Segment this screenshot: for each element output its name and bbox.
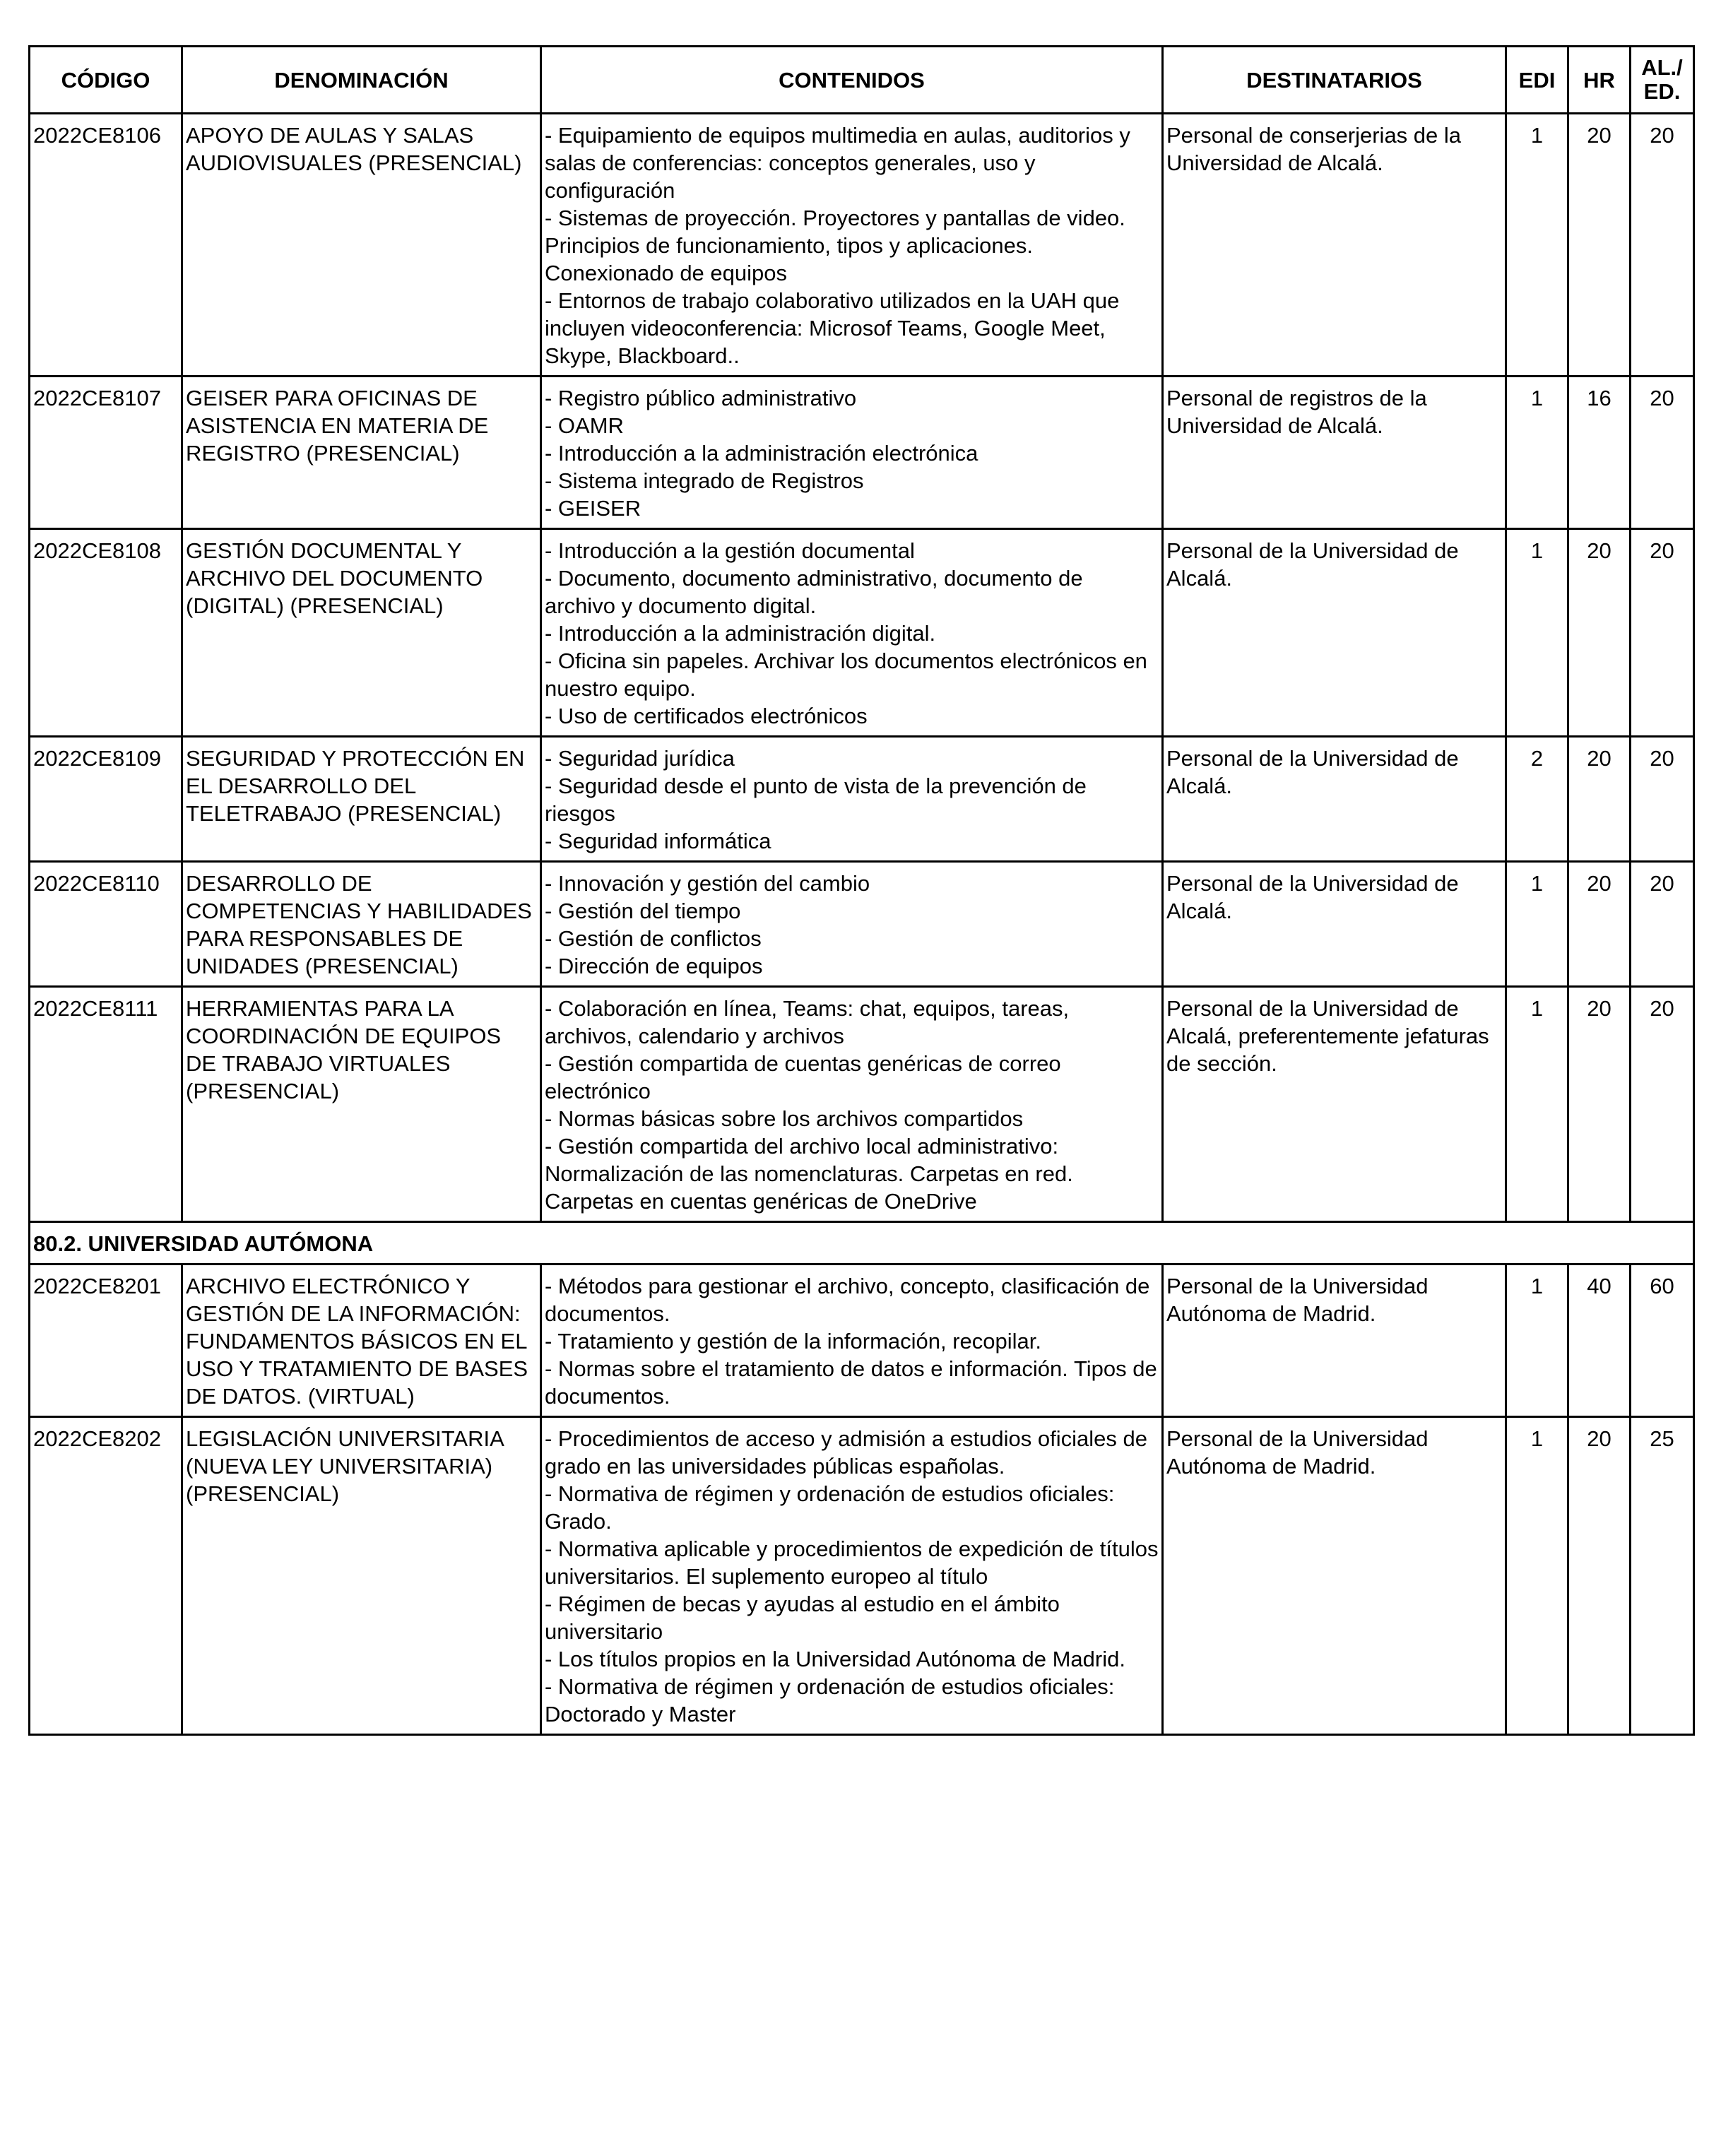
al-ed-cell: 60 [1631, 1264, 1694, 1417]
codigo-cell: 2022CE8111 [30, 987, 182, 1222]
table-body-autonoma [30, 1264, 1694, 1735]
destinatarios-cell: Personal de la Universidad Autónoma de Madrid. [1163, 1417, 1506, 1735]
destinatarios-cell: Personal de la Universidad de Alcalá. [1163, 529, 1506, 737]
denominacion-cell: GESTIÓN DOCUMENTAL Y ARCHIVO DEL DOCUMENTO (DIGITAL) (PRESENCIAL) [182, 529, 541, 737]
al-ed-cell: 20 [1631, 529, 1694, 737]
codigo-cell: 2022CE8202 [30, 1417, 182, 1735]
contenido-item: - Normativa aplicable y procedimientos de expedición de títulos universitarios. El suplemento europeo al título [545, 1536, 1159, 1589]
contenido-item: - Seguridad jurídica [545, 746, 735, 771]
contenido-item: - Seguridad informática [545, 829, 771, 853]
table-row [30, 862, 1694, 987]
codigo-cell: 2022CE8107 [30, 377, 182, 529]
edi-cell: 1 [1506, 987, 1568, 1222]
contenido-item: - Gestión de conflictos [545, 926, 762, 951]
contenidos-cell [541, 987, 1163, 1222]
destinatarios-cell: Personal de la Universidad de Alcalá, preferentemente jefaturas de sección. [1163, 987, 1506, 1222]
contenido-item: - Registro público administrativo [545, 386, 857, 410]
edi-cell: 1 [1506, 529, 1568, 737]
table-row [30, 987, 1694, 1222]
contenido-item: - Documento, documento administrativo, documento de archivo y documento digital. [545, 566, 1083, 618]
section-row [30, 1222, 1694, 1264]
contenidos-cell [541, 377, 1163, 529]
hr-cell: 20 [1568, 987, 1631, 1222]
contenido-item: - Los títulos propios en la Universidad Autónoma de Madrid. [545, 1647, 1125, 1671]
table-row [30, 377, 1694, 529]
codigo-cell: 2022CE8106 [30, 114, 182, 377]
hr-cell: 20 [1568, 529, 1631, 737]
codigo-cell: 2022CE8201 [30, 1264, 182, 1417]
contenido-item: - Tratamiento y gestión de la información, recopilar. [545, 1329, 1042, 1354]
destinatarios-cell: Personal de la Universidad de Alcalá. [1163, 862, 1506, 987]
destinatarios-cell: Personal de la Universidad Autónoma de Madrid. [1163, 1264, 1506, 1417]
header-denominacion: DENOMINACIÓN [182, 47, 541, 114]
al-ed-cell: 20 [1631, 737, 1694, 862]
contenido-item: - Introducción a la administración digital. [545, 621, 936, 646]
al-ed-cell: 20 [1631, 862, 1694, 987]
contenido-item: - Gestión compartida del archivo local administrativo: Normalización de las nomenclaturas. Carpetas en red. Carpetas en cuentas genéricas de OneDrive [545, 1134, 1073, 1214]
destinatarios-cell: Personal de conserjerias de la Universidad de Alcalá. [1163, 114, 1506, 377]
al-ed-cell: 25 [1631, 1417, 1694, 1735]
table-row [30, 529, 1694, 737]
contenido-item: - Seguridad desde el punto de vista de la prevención de riesgos [545, 774, 1087, 826]
header-codigo: CÓDIGO [30, 47, 182, 114]
edi-cell: 1 [1506, 377, 1568, 529]
contenido-item: - Gestión del tiempo [545, 899, 741, 923]
contenidos-cell [541, 529, 1163, 737]
header-edi: EDI [1506, 47, 1568, 114]
contenido-item: - Introducción a la gestión documental [545, 538, 915, 563]
table-row [30, 1264, 1694, 1417]
denominacion-cell: SEGURIDAD Y PROTECCIÓN EN EL DESARROLLO DEL TELETRABAJO (PRESENCIAL) [182, 737, 541, 862]
contenido-item: - Entornos de trabajo colaborativo utilizados en la UAH que incluyen videoconferencia: Microsof Teams, Google Meet, Skype, Blackboard.. [545, 288, 1120, 368]
hr-cell: 20 [1568, 862, 1631, 987]
hr-cell: 20 [1568, 737, 1631, 862]
table-row [30, 1417, 1694, 1735]
contenido-item: - Régimen de becas y ayudas al estudio en el ámbito universitario [545, 1592, 1060, 1644]
edi-cell: 1 [1506, 114, 1568, 377]
header-contenidos: CONTENIDOS [541, 47, 1163, 114]
contenido-item: - Innovación y gestión del cambio [545, 871, 870, 896]
table-body-alcala [30, 114, 1694, 1222]
denominacion-cell: DESARROLLO DE COMPETENCIAS Y HABILIDADES PARA RESPONSABLES DE UNIDADES (PRESENCIAL) [182, 862, 541, 987]
contenido-item: - Gestión compartida de cuentas genéricas de correo electrónico [545, 1051, 1061, 1103]
contenido-item: - Oficina sin papeles. Archivar los documentos electrónicos en nuestro equipo. [545, 648, 1147, 701]
contenido-item: - Normas básicas sobre los archivos compartidos [545, 1106, 1024, 1131]
denominacion-cell: APOYO DE AULAS Y SALAS AUDIOVISUALES (PRESENCIAL) [182, 114, 541, 377]
contenido-item: - Sistema integrado de Registros [545, 468, 864, 493]
hr-cell: 20 [1568, 114, 1631, 377]
contenido-item: - Normas sobre el tratamiento de datos e información. Tipos de documentos. [545, 1356, 1157, 1409]
courses-table [28, 45, 1695, 1736]
denominacion-cell: LEGISLACIÓN UNIVERSITARIA (NUEVA LEY UNIVERSITARIA) (PRESENCIAL) [182, 1417, 541, 1735]
contenido-item: - Métodos para gestionar el archivo, concepto, clasificación de documentos. [545, 1274, 1150, 1326]
contenido-item: - OAMR [545, 413, 624, 438]
contenido-item: - Colaboración en línea, Teams: chat, equipos, tareas, archivos, calendario y archivos [545, 996, 1070, 1048]
edi-cell: 2 [1506, 737, 1568, 862]
header-hr: HR [1568, 47, 1631, 114]
contenidos-cell [541, 1417, 1163, 1735]
contenidos-cell [541, 737, 1163, 862]
table-row [30, 114, 1694, 377]
destinatarios-cell: Personal de registros de la Universidad de Alcalá. [1163, 377, 1506, 529]
hr-cell: 40 [1568, 1264, 1631, 1417]
contenido-item: - Normativa de régimen y ordenación de estudios oficiales: Grado. [545, 1481, 1115, 1534]
contenidos-cell [541, 1264, 1163, 1417]
codigo-cell: 2022CE8110 [30, 862, 182, 987]
contenido-item: - Normativa de régimen y ordenación de estudios oficiales: Doctorado y Master [545, 1674, 1115, 1726]
al-ed-cell: 20 [1631, 377, 1694, 529]
denominacion-cell: GEISER PARA OFICINAS DE ASISTENCIA EN MATERIA DE REGISTRO (PRESENCIAL) [182, 377, 541, 529]
table-row [30, 737, 1694, 862]
al-ed-cell: 20 [1631, 987, 1694, 1222]
contenido-item: - Dirección de equipos [545, 954, 763, 978]
header-al-ed: AL./ ED. [1631, 47, 1694, 114]
hr-cell: 20 [1568, 1417, 1631, 1735]
header-destinatarios: DESTINATARIOS [1163, 47, 1506, 114]
edi-cell: 1 [1506, 1264, 1568, 1417]
edi-cell: 1 [1506, 862, 1568, 987]
header-row [30, 47, 1694, 114]
codigo-cell: 2022CE8109 [30, 737, 182, 862]
edi-cell: 1 [1506, 1417, 1568, 1735]
codigo-cell: 2022CE8108 [30, 529, 182, 737]
contenidos-cell [541, 862, 1163, 987]
hr-cell: 16 [1568, 377, 1631, 529]
contenido-item: - GEISER [545, 496, 641, 521]
contenido-item: - Introducción a la administración electrónica [545, 441, 978, 466]
destinatarios-cell: Personal de la Universidad de Alcalá. [1163, 737, 1506, 862]
denominacion-cell: ARCHIVO ELECTRÓNICO Y GESTIÓN DE LA INFORMACIÓN: FUNDAMENTOS BÁSICOS EN EL USO Y TRATAMIENTO DE BASES DE DATOS. (VIRTUAL) [182, 1264, 541, 1417]
contenido-item: - Equipamiento de equipos multimedia en aulas, auditorios y salas de conferencias: conceptos generales, uso y configuración [545, 123, 1130, 203]
denominacion-cell: HERRAMIENTAS PARA LA COORDINACIÓN DE EQUIPOS DE TRABAJO VIRTUALES (PRESENCIAL) [182, 987, 541, 1222]
contenido-item: - Procedimientos de acceso y admisión a estudios oficiales de grado en las universidades públicas españolas. [545, 1426, 1147, 1479]
al-ed-cell: 20 [1631, 114, 1694, 377]
contenidos-cell [541, 114, 1163, 377]
contenido-item: - Uso de certificados electrónicos [545, 704, 868, 728]
contenido-item: - Sistemas de proyección. Proyectores y pantallas de video. Principios de funcionamiento, tipos y aplicaciones. Conexionado de equipos [545, 206, 1125, 285]
section-title: 80.2. UNIVERSIDAD AUTÓMONA [30, 1222, 1694, 1264]
